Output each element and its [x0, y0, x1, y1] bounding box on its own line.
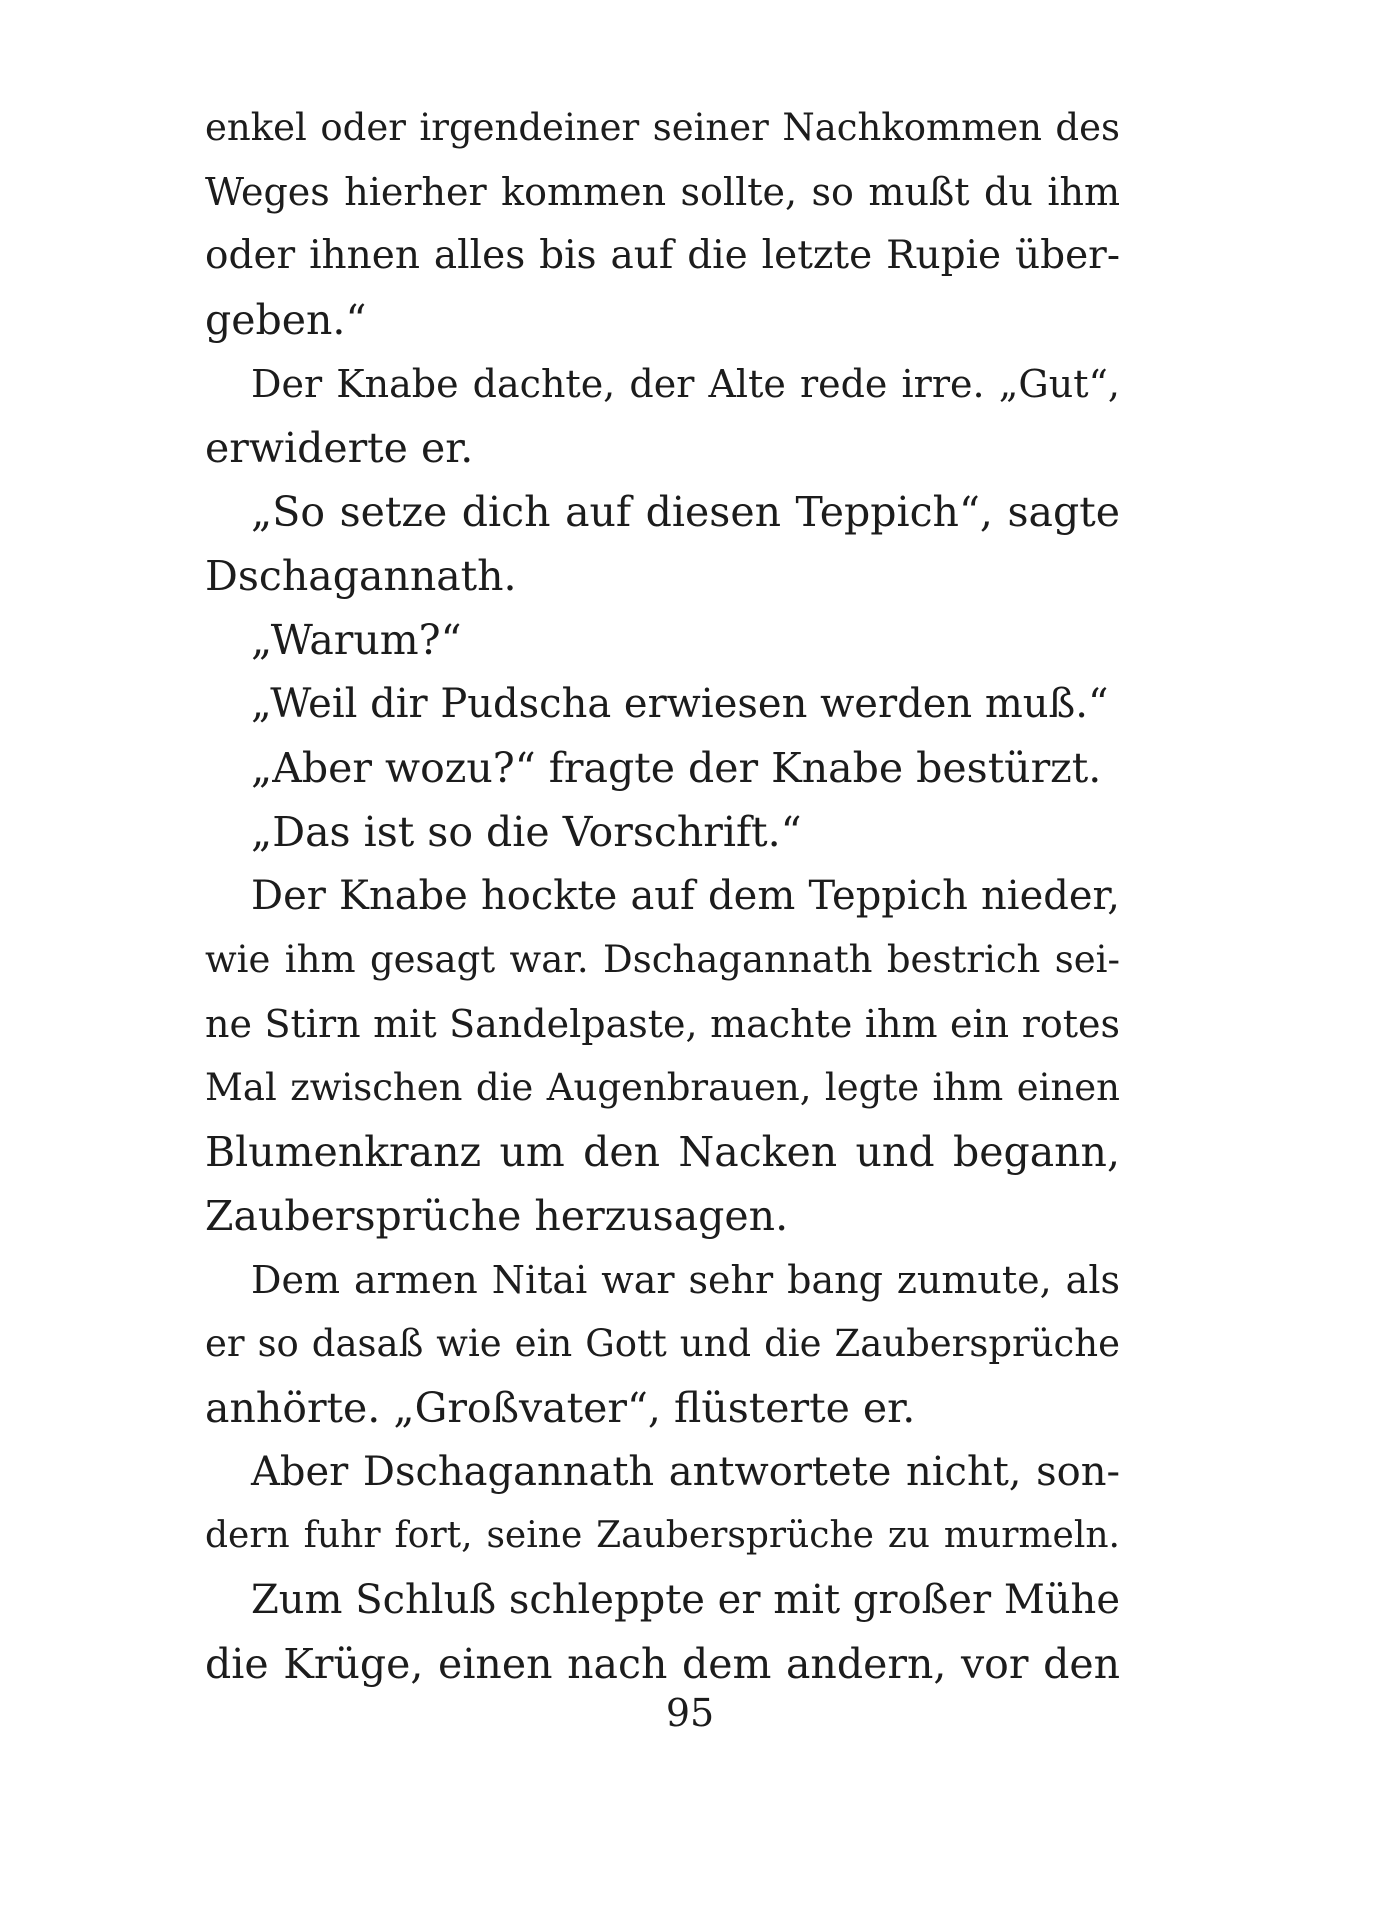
text-line: Mal zwischen die Augenbrauen, legte ihm einen	[205, 1066, 1120, 1109]
text-line: „Weil dir Pudscha erwiesen werden muß.“	[251, 681, 1109, 727]
text-line: Blumenkranz um den Nacken und begann,	[205, 1128, 1120, 1176]
text-line: Der Knabe hockte auf dem Teppich nieder,	[251, 873, 1120, 919]
text-line: Zum Schluß schleppte er mit großer Mühe	[251, 1577, 1120, 1623]
body-text	[205, 96, 1120, 1696]
text-line: geben.“	[205, 296, 367, 344]
text-line: Dem armen Nitai war sehr bang zumute, als	[251, 1258, 1120, 1302]
text-line: er so dasaß wie ein Gott und die Zaubersprüche	[205, 1322, 1120, 1365]
text-line: „Aber wozu?“ fragte der Knabe bestürzt.	[251, 744, 1102, 792]
text-line: „Warum?“	[251, 616, 462, 664]
text-line: Aber Dschagannath antwortete nicht, son-	[251, 1449, 1120, 1495]
text-line: dern fuhr fort, seine Zaubersprüche zu murmeln.	[205, 1515, 1120, 1556]
text-line: „Das ist so die Vorschrift.“	[251, 808, 802, 856]
text-line: anhörte. „Großvater“, flüsterte er.	[205, 1384, 916, 1432]
text-line: oder ihnen alles bis auf die letzte Rupie über-	[205, 233, 1120, 278]
text-line: die Krüge, einen nach dem andern, vor den	[205, 1640, 1120, 1688]
text-line: Dschagannath.	[205, 552, 517, 600]
text-line: ne Stirn mit Sandelpaste, machte ihm ein rotes	[205, 1002, 1120, 1046]
text-line: enkel oder irgendeiner seiner Nachkommen des	[205, 106, 1120, 149]
text-line: „So setze dich auf diesen Teppich“, sagte	[251, 488, 1120, 536]
text-line: Zaubersprüche herzusagen.	[205, 1192, 789, 1240]
text-line: Weges hierher kommen sollte, so mußt du ihm	[205, 170, 1120, 214]
text-line: erwiderte er.	[205, 424, 474, 472]
text-line: wie ihm gesagt war. Dschagannath bestrich sei-	[205, 938, 1120, 981]
text-line: Der Knabe dachte, der Alte rede irre. „Gut“,	[251, 362, 1120, 406]
page-number: 95	[665, 1691, 715, 1735]
